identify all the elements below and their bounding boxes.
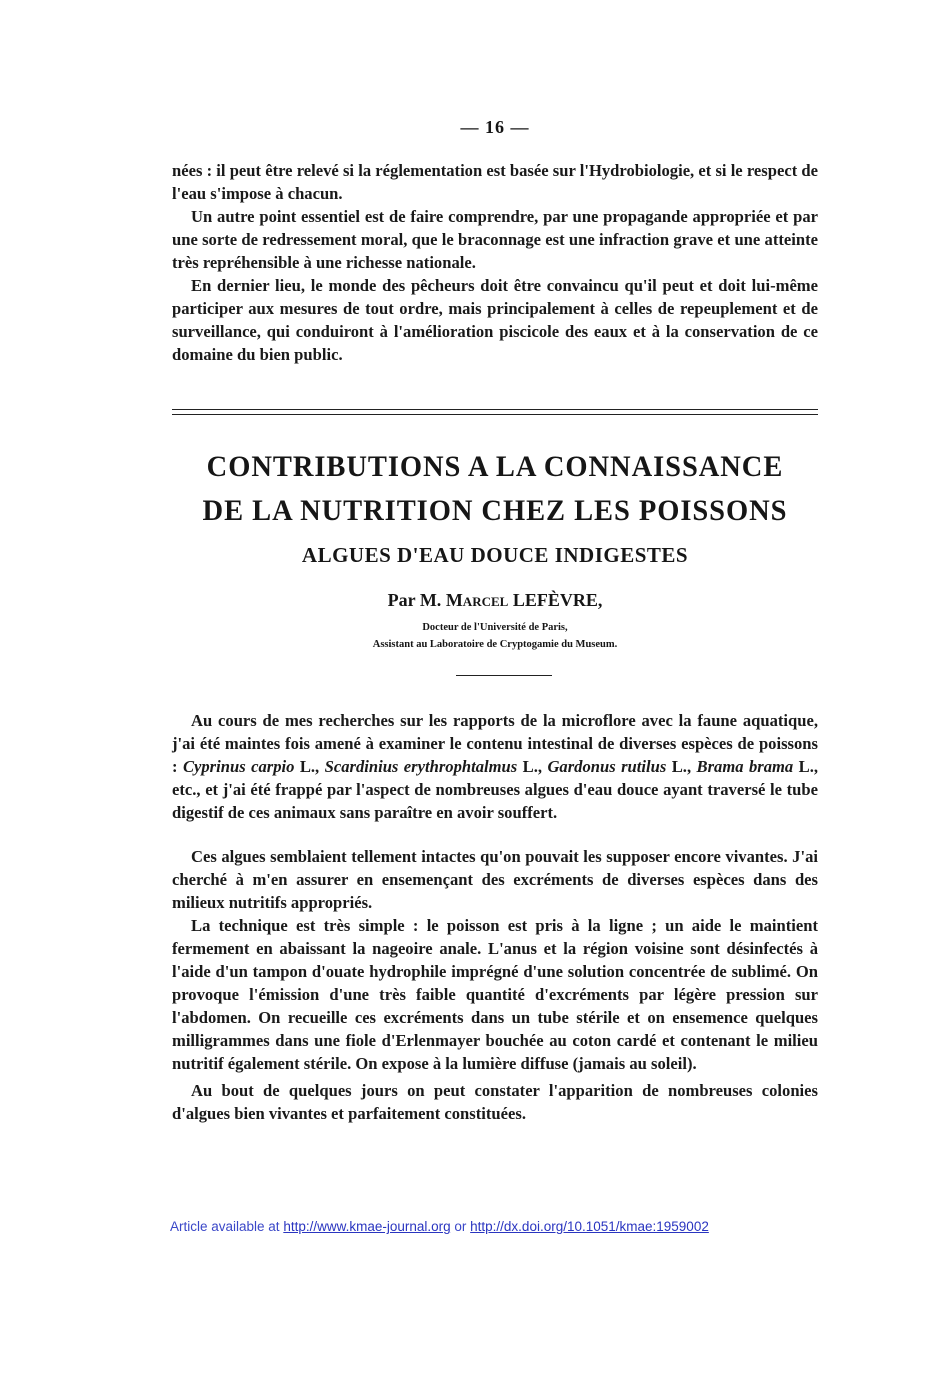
paragraph-propaganda: Un autre point essentiel est de faire comprendre, par une propagande appropriée et par une sorte de redressement moral, que le braconnage est une infraction grave et une atteinte très repréhensible à une richesse nationale. bbox=[172, 207, 818, 272]
author-first-name: Marcel bbox=[445, 590, 509, 610]
article-footer bbox=[170, 1219, 870, 1234]
species-scardinius: Scardinius erythrophtalmus bbox=[324, 757, 518, 776]
author-affiliation-1: Docteur de l'Université de Paris, bbox=[422, 622, 568, 633]
footer-prefix: Article available at bbox=[170, 1219, 284, 1234]
species-brama: Brama brama bbox=[696, 757, 794, 776]
article-subtitle: ALGUES D'EAU DOUCE INDIGESTES bbox=[301, 543, 689, 567]
author-line bbox=[172, 590, 818, 611]
paragraph-colonies: Au bout de quelques jours on peut constater l'apparition de nombreuses colonies d'algues bien vivantes et parfaitement constituées. bbox=[172, 1081, 818, 1123]
author-prefix: Par M. bbox=[387, 590, 442, 610]
continued-section bbox=[172, 159, 818, 366]
journal-link[interactable]: http://www.kmae-journal.org bbox=[283, 1219, 451, 1234]
intro-text-b: L., bbox=[294, 757, 325, 776]
author-affiliation-2: Assistant au Laboratoire de Cryptogamie du Museum. bbox=[372, 639, 618, 650]
paragraph-continued: nées : il peut être relevé si la réglementation est basée sur l'Hydrobiologie, et si le respect de l'eau s'impose à chacun. bbox=[172, 161, 818, 203]
paragraph-intro bbox=[172, 709, 818, 824]
intro-text-a: Au cours de mes recherches sur les rapports de la microflore avec la faune aquatique, j'ai été maintes fois amené à examiner le contenu intestinal de diverses espèces de poissons : bbox=[172, 711, 818, 776]
article-title-line-2: DE LA NUTRITION CHEZ LES POISSONS bbox=[202, 494, 788, 527]
intro-text-e: L., etc., et j'ai été frappé par l'aspect de nombreuses algues d'eau douce ayant traversé le tube digestif de ces animaux sans paraître en avoir souffert. bbox=[172, 757, 818, 822]
species-cyprinus: Cyprinus carpio bbox=[182, 757, 295, 776]
paragraph-fishermen: En dernier lieu, le monde des pêcheurs doit être convaincu qu'il peut et doit lui-même participer aux mesures de tout ordre, mais principalement à celles de repeuplement et de surveillance, qui conduiront à l'amélioration piscicole des eaux et à la conservation de ce domaine du bien public. bbox=[172, 276, 818, 364]
page-number: — 16 — bbox=[460, 117, 530, 137]
article-body bbox=[172, 709, 818, 1125]
intro-text-d: L., bbox=[666, 757, 697, 776]
section-divider-top bbox=[172, 409, 818, 410]
intro-text-c: L., bbox=[517, 757, 548, 776]
section-divider-bottom bbox=[172, 414, 818, 415]
paragraph-algae-alive: Ces algues semblaient tellement intactes qu'on pouvait les supposer encore vivantes. J'ai cherché à m'en assurer en ensemençant des excréments de diverses espèces dans des milieux nutritifs appropriés. bbox=[172, 847, 818, 912]
doi-link[interactable]: http://dx.doi.org/10.1051/kmae:1959002 bbox=[470, 1219, 709, 1234]
paragraph-technique: La technique est très simple : le poisson est pris à la ligne ; un aide le maintient fermement en abaissant la nageoire anale. L'anus et la région voisine sont désinfectés à l'aide d'un tampon d'ouate hydrophile imprégné d'une solution concentrée de sublimé. On provoque l'émission d'une très faible quantité d'excréments par légère pression sur l'abdomen. On recueille ces excréments dans un tube stérile et on ensemence quelques milligrammes dans une fiole d'Erlenmayer bouchée au coton cardé et contenant le milieu nutritif également stérile. On expose à la lumière diffuse (jamais au soleil). bbox=[172, 916, 818, 1073]
species-gardonus: Gardonus rutilus bbox=[547, 757, 667, 776]
article-title-line-1: CONTRIBUTIONS A LA CONNAISSANCE bbox=[206, 450, 784, 483]
author-last-name: LEFÈVRE, bbox=[512, 590, 603, 610]
footer-middle: or bbox=[450, 1219, 471, 1234]
short-rule bbox=[456, 675, 552, 676]
